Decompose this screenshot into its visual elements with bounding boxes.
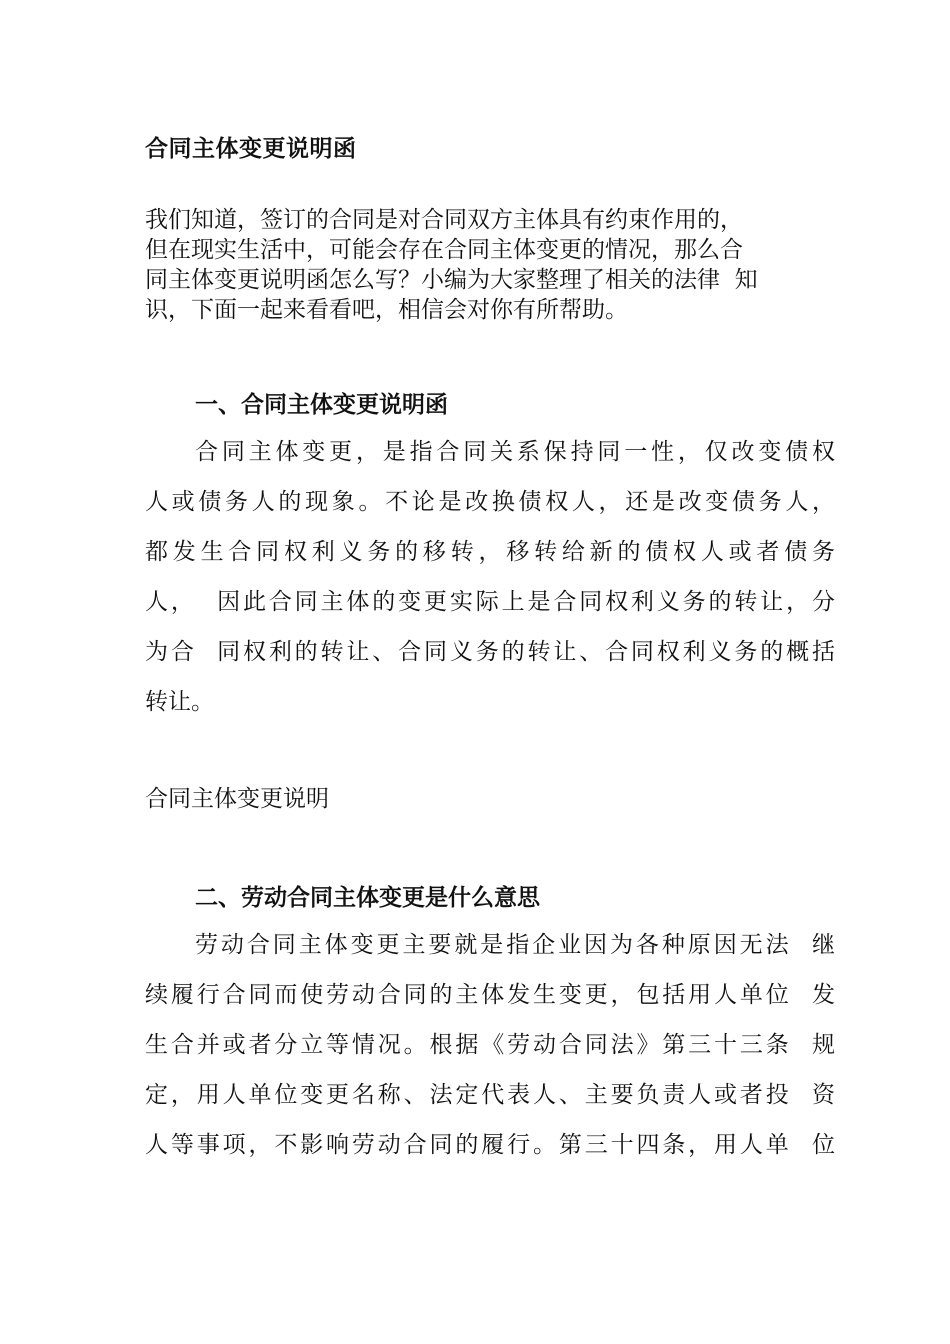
section-1-paragraph [145,427,835,727]
sub-heading: 合同主体变更说明 [145,786,329,812]
intro-paragraph [145,205,845,325]
section-2-paragraph [145,920,835,1170]
intro-line: 但在现实生活中，可能会存在合同主体变更的情况，那么合 [145,237,743,263]
paragraph-line: 人， 因此合同主体的变更实际上是合同权利义务的转让，分 [145,589,835,615]
section-1-heading: 一、合同主体变更说明函 [195,391,448,418]
paragraph-line: 为合 同权利的转让、合同义务的转让、合同权利义务的概括 [145,639,835,665]
intro-line: 我们知道，签订的合同是对合同双方主体具有约束作用的， [145,207,743,233]
intro-line: 识，下面一起来看看吧，相信会对你有所帮助。 [145,297,628,323]
paragraph-line: 人等事项，不影响劳动合同的履行。第三十四条，用人单 位 [145,1132,835,1158]
paragraph-line: 都发生合同权利义务的移转，移转给新的债权人或者债务 [145,539,835,565]
paragraph-line: 定，用人单位变更名称、法定代表人、主要负责人或者投 资 [145,1082,835,1108]
intro-line: 同主体变更说明函怎么写？小编为大家整理了相关的法律 知 [145,267,758,293]
paragraph-line: 人或债务人的现象。不论是改换债权人，还是改变债务人， [145,489,835,515]
paragraph-line: 续履行合同而使劳动合同的主体发生变更，包括用人单位 发 [145,982,835,1008]
paragraph-line: 合同主体变更，是指合同关系保持同一性，仅改变债权 [195,439,835,465]
document-title: 合同主体变更说明函 [145,136,357,162]
paragraph-line: 生合并或者分立等情况。根据《劳动合同法》第三十三条 规 [145,1032,835,1058]
section-2-heading: 二、劳动合同主体变更是什么意思 [195,884,540,911]
paragraph-line: 转让。 [145,689,214,715]
paragraph-line: 劳动合同主体变更主要就是指企业因为各种原因无法 继 [195,932,835,958]
